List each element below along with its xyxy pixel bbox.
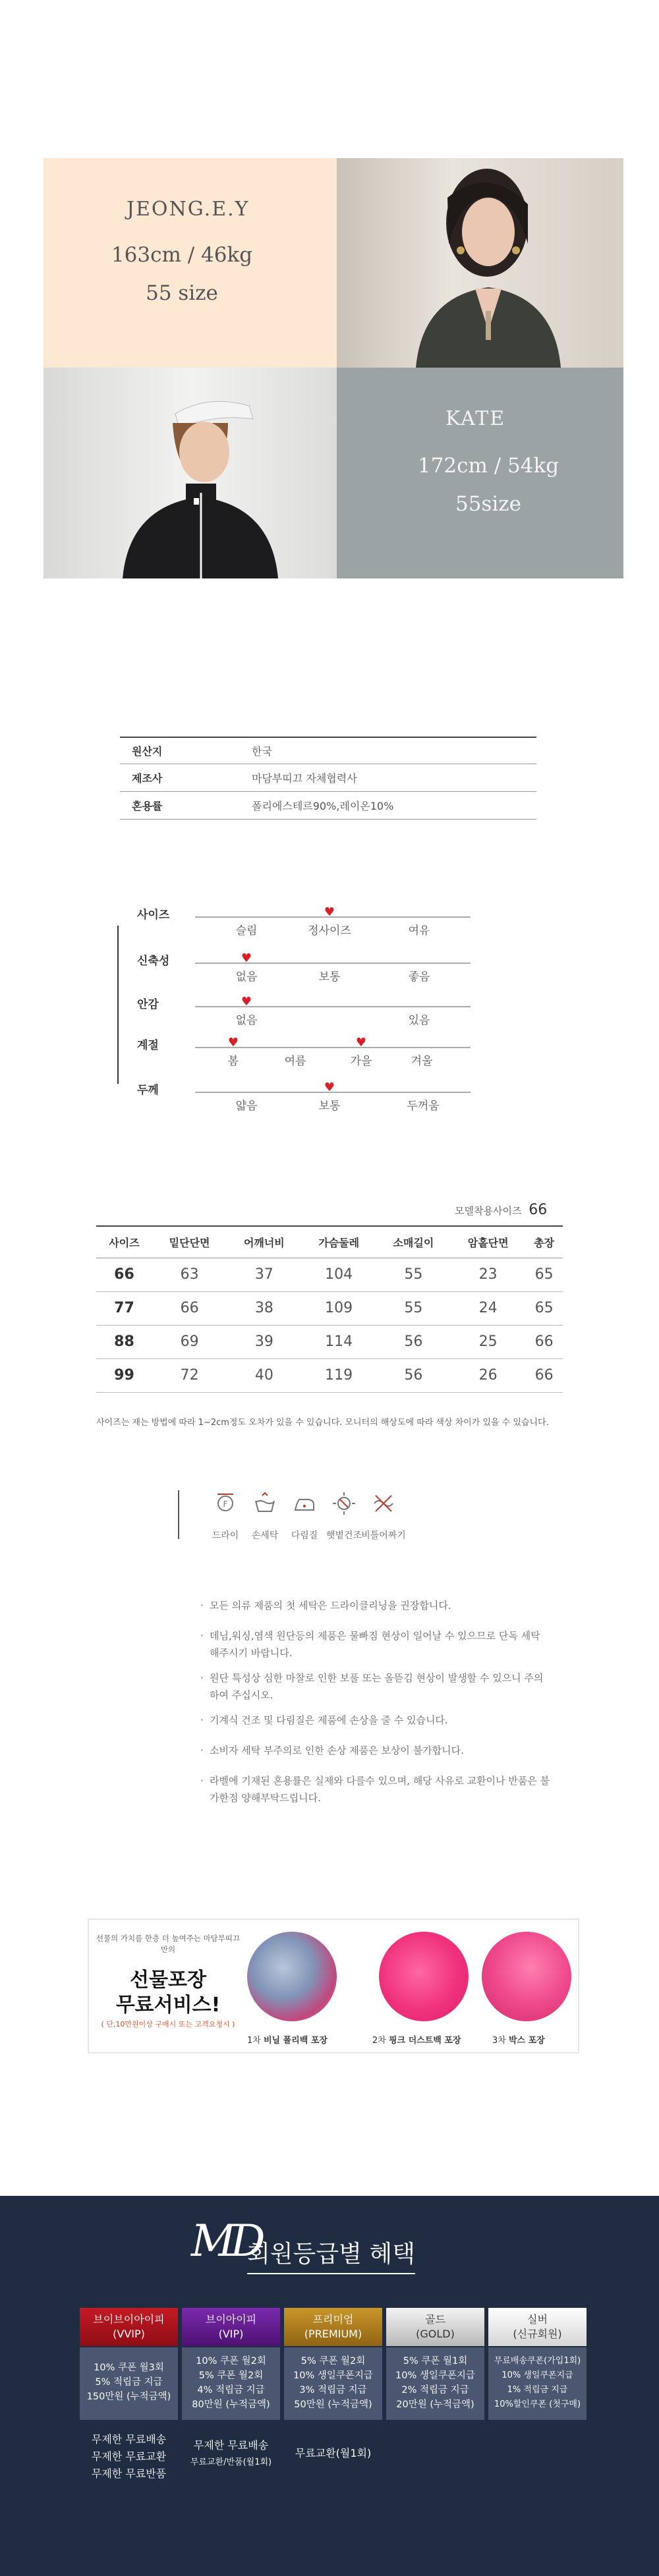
tier-header-silver xyxy=(488,2308,587,2346)
gift-option-label: 박스 포장 xyxy=(508,2036,545,2046)
table-cell: 38 xyxy=(227,1291,301,1325)
heart-marker-icon: ♥ xyxy=(324,1080,335,1094)
tier-name: 프리미엄 xyxy=(312,2313,354,2326)
table-cell: 25 xyxy=(451,1325,525,1358)
care-note: · 소비자 세탁 부주의로 인한 손상 제품은 보상이 불가합니다. xyxy=(200,1745,464,1756)
column-header: 어깨너비 xyxy=(227,1226,301,1258)
tier-code: (VVIP) xyxy=(113,2328,145,2340)
gift-step: 1차 xyxy=(247,2036,261,2046)
table-cell: 77 xyxy=(96,1291,152,1325)
table-cell: 26 xyxy=(451,1358,525,1392)
care-item xyxy=(357,1490,410,1542)
table-cell: 69 xyxy=(152,1325,227,1358)
model-row-jeong xyxy=(43,158,623,368)
model-size-caption xyxy=(455,1202,547,1218)
care-note: · 모든 의류 제품의 첫 세탁은 드라이클리닝을 권장합니다. xyxy=(200,1600,451,1611)
care-note-text: 소비자 세탁 부주의로 인한 손상 제품은 보상이 불가합니다. xyxy=(210,1745,464,1756)
tier-benefit: 10% 생일쿠폰지급 xyxy=(501,2370,573,2380)
tier-name: 실버 xyxy=(527,2313,548,2326)
fabric-option: 봄 xyxy=(227,1055,239,1068)
fabric-option: 없음 xyxy=(235,1014,258,1027)
tier-benefits-silver xyxy=(488,2347,587,2420)
info-label: 제조사 xyxy=(132,772,163,785)
fabric-option: 보통 xyxy=(318,1100,341,1113)
table-cell: 55 xyxy=(376,1291,451,1325)
gift-intro: 선물의 가치를 한층 더 높여주는 마담부띠끄 만의 xyxy=(96,1934,241,1954)
care-label: 다림질 xyxy=(291,1530,318,1541)
tier-benefit: 5% 쿠폰 월2회 xyxy=(198,2370,264,2381)
tier-extra-item: 무제한 무료반품 xyxy=(91,2467,167,2480)
table-cell: 66 xyxy=(525,1358,563,1392)
column-header: 소매길이 xyxy=(376,1226,451,1258)
fabric-label-season: 계절 xyxy=(137,1039,159,1052)
heart-marker-icon: ♥ xyxy=(241,995,252,1009)
tier-benefit: 50만원 (누적금액) xyxy=(294,2399,372,2410)
care-label: 햇볕건조 xyxy=(326,1530,362,1541)
gift-step: 3차 xyxy=(492,2036,506,2046)
tier-name: 골드 xyxy=(425,2313,445,2326)
gift-caption xyxy=(492,2033,545,2046)
product-info-table xyxy=(120,737,536,820)
care-note-text: 라벨에 기재된 혼용률은 실제와 다를수 있으며, 해당 사유로 교환이나 반품은 불가한점 양해부탁드립니다. xyxy=(210,1775,550,1804)
model-stats xyxy=(103,236,261,312)
fabric-scale-line xyxy=(195,963,471,964)
care-label: 드라이 xyxy=(212,1530,239,1541)
gift-title-1: 선물포장 xyxy=(130,1969,206,1992)
heart-marker-icon: ♥ xyxy=(227,1036,239,1050)
model-height-weight: 163cm / 46kg xyxy=(111,243,253,267)
no-wring-icon xyxy=(370,1490,397,1517)
care-note-text: 기계식 건조 및 다림질은 제품에 손상을 줄 수 있습니다. xyxy=(210,1714,448,1726)
tier-benefits-premium xyxy=(284,2347,382,2420)
table-cell: 39 xyxy=(227,1325,301,1358)
info-value: 폴리에스테르90%,레이온10% xyxy=(252,800,394,812)
tier-benefits-vvip xyxy=(80,2347,178,2420)
fabric-option: 두꺼움 xyxy=(407,1100,440,1113)
tier-benefit: 무료배송쿠폰(가입1회) xyxy=(494,2356,581,2366)
column-header: 가슴둘레 xyxy=(301,1226,376,1258)
fabric-label-lining: 안감 xyxy=(137,998,159,1011)
care-label: 손세탁 xyxy=(251,1530,279,1541)
model-size-value: 66 xyxy=(529,1202,548,1218)
tier-benefit: 2% 적립금 지급 xyxy=(401,2385,469,2395)
tier-benefit: 80만원 (누적금액) xyxy=(192,2399,270,2410)
tier-name: 브이브이아이피 xyxy=(93,2313,165,2326)
gift-photo-dustbag xyxy=(379,1932,469,2021)
gift-condition: ( 단,10만원이상 구매시 또는 고객요청시 ) xyxy=(101,2020,235,2029)
model-height-weight: 172cm / 54kg xyxy=(417,454,559,478)
fabric-option: 여유 xyxy=(408,924,430,938)
table-cell: 65 xyxy=(525,1258,563,1291)
column-header: 사이즈 xyxy=(96,1226,152,1258)
table-cell: 99 xyxy=(96,1358,152,1392)
dry-clean-icon xyxy=(212,1490,239,1517)
heart-marker-icon: ♥ xyxy=(324,905,335,919)
fabric-option: 얇음 xyxy=(235,1100,258,1113)
tier-header-gold xyxy=(386,2308,484,2346)
info-label: 혼용률 xyxy=(132,800,163,812)
tier-code: (VIP) xyxy=(218,2328,244,2340)
gift-photo-vinyl xyxy=(247,1932,337,2021)
care-note-text: 데님,워싱,염색 원단등의 제품은 물빠짐 현상이 일어날 수 있으므로 단독 세탁 해주시기 바랍니다. xyxy=(210,1630,540,1659)
care-divider xyxy=(178,1490,179,1539)
care-note: · 라벨에 기재된 혼용률은 실제와 다를수 있으며, 해당 사유로 교환이나 반품은 불가한점 양해부탁드립니다. xyxy=(200,1775,550,1804)
fabric-option: 좋음 xyxy=(408,970,430,984)
tier-benefit: 5% 쿠폰 월1회 xyxy=(403,2356,468,2366)
table-row xyxy=(96,1325,563,1358)
tier-benefit: 5% 적립금 지급 xyxy=(95,2377,163,2388)
info-value: 마담부띠끄 자체협력사 xyxy=(252,772,357,785)
table-row xyxy=(96,1258,563,1291)
fabric-scale-bar xyxy=(117,926,119,1084)
table-cell: 65 xyxy=(525,1291,563,1325)
care-note-text: 모든 의류 제품의 첫 세탁은 드라이클리닝을 권장합니다. xyxy=(210,1600,451,1611)
svg-text:F: F xyxy=(223,1499,228,1509)
table-cell: 88 xyxy=(96,1325,152,1358)
tier-header-vip xyxy=(182,2308,280,2346)
table-cell: 23 xyxy=(451,1258,525,1291)
model-stats xyxy=(413,447,564,523)
sun-dry-icon xyxy=(331,1490,357,1517)
care-label: 비틀어짜기 xyxy=(361,1530,406,1541)
model-photo xyxy=(43,368,337,578)
model-row-kate xyxy=(43,368,623,578)
tier-extra-item: 무료교환(월1회) xyxy=(295,2447,372,2459)
table-cell: 55 xyxy=(376,1258,451,1291)
iron-icon xyxy=(291,1490,318,1517)
column-header: 총장 xyxy=(525,1226,563,1258)
fabric-option: 보통 xyxy=(318,970,341,984)
table-cell: 24 xyxy=(451,1291,525,1325)
tier-extra-vip xyxy=(182,2437,280,2471)
tier-name: 브이아이피 xyxy=(205,2313,257,2326)
table-cell: 40 xyxy=(227,1358,301,1392)
table-cell: 37 xyxy=(227,1258,301,1291)
tier-benefit: 20만원 (누적금액) xyxy=(396,2399,474,2410)
table-cell: 56 xyxy=(376,1358,451,1392)
fabric-option: 있음 xyxy=(408,1014,430,1027)
table-cell: 66 xyxy=(525,1325,563,1358)
tier-benefit: 10% 쿠폰 월3회 xyxy=(94,2363,164,2373)
fabric-option: 가을 xyxy=(350,1055,372,1068)
info-row xyxy=(120,737,536,764)
tier-code: (신규회원) xyxy=(513,2328,562,2340)
fabric-label-thickness: 두께 xyxy=(137,1084,159,1097)
tier-extra-item: 무제한 무료배송 xyxy=(193,2439,269,2451)
gift-photo-box xyxy=(482,1932,571,2021)
tier-benefit: 3% 적립금 지급 xyxy=(299,2385,367,2395)
md-logo: MD xyxy=(191,2216,260,2266)
model-size-label: 모델착용사이즈 xyxy=(455,1205,522,1217)
tier-extra-vvip xyxy=(80,2431,178,2482)
tier-extra-item: 무료교환/반품(월1회) xyxy=(190,2457,272,2467)
size-note: 사이즈는 재는 방법에 따라 1~2cm정도 오차가 있을 수 있습니다. 모니터의 해상도에 따라 색상 차이가 있을 수 있습니다. xyxy=(96,1418,549,1428)
column-header: 밑단단면 xyxy=(152,1226,227,1258)
table-row xyxy=(96,1358,563,1392)
model-name: KATE xyxy=(445,407,506,430)
tier-benefit: 10% 생일쿠폰지급 xyxy=(293,2370,373,2381)
info-label: 원산지 xyxy=(132,745,163,758)
tier-benefits-gold xyxy=(386,2347,484,2420)
tier-benefit: 1% 적립금 지급 xyxy=(507,2385,568,2395)
fabric-scale-line xyxy=(195,1006,471,1007)
tier-extra-premium xyxy=(284,2445,382,2462)
table-cell: 66 xyxy=(152,1291,227,1325)
table-cell: 119 xyxy=(301,1358,376,1392)
gift-option-label: 비닐 폴리백 포장 xyxy=(263,2036,328,2046)
tier-benefit: 150만원 (누적금액) xyxy=(86,2392,171,2402)
gift-option-label: 핑크 더스트백 포장 xyxy=(388,2036,461,2046)
gift-title-2: 무료서비스! xyxy=(115,1994,221,2017)
fabric-label-size: 사이즈 xyxy=(137,909,170,922)
fabric-option: 슬림 xyxy=(235,924,258,938)
model-name: JEONG.E.Y xyxy=(127,198,250,221)
fabric-option: 없음 xyxy=(235,970,258,984)
fabric-option: 겨울 xyxy=(411,1055,433,1068)
fabric-option: 정사이즈 xyxy=(308,924,351,938)
care-note: · 원단 특성상 심한 마찰로 인한 보풀 또는 올뜯김 현상이 발생할 수 있으니 주의하여 주십시오. xyxy=(200,1672,544,1701)
care-note: · 데님,워싱,염색 원단등의 제품은 물빠짐 현상이 일어날 수 있으므로 단독 세탁 해주시기 바랍니다. xyxy=(200,1630,540,1659)
size-table-header xyxy=(96,1226,563,1258)
tier-code: (GOLD) xyxy=(416,2328,455,2340)
table-cell: 104 xyxy=(301,1258,376,1291)
table-cell: 66 xyxy=(96,1258,152,1291)
table-cell: 72 xyxy=(152,1358,227,1392)
table-cell: 109 xyxy=(301,1291,376,1325)
tier-header-premium xyxy=(284,2308,382,2346)
table-cell: 63 xyxy=(152,1258,227,1291)
tier-code: (PREMIUM) xyxy=(304,2328,362,2340)
table-cell: 114 xyxy=(301,1325,376,1358)
model-size: 55size xyxy=(455,492,521,516)
tier-benefit: 10% 생일쿠폰지급 xyxy=(395,2370,475,2381)
tier-benefits-vip xyxy=(182,2347,280,2420)
tier-benefit: 4% 적립금 지급 xyxy=(197,2385,265,2395)
table-row xyxy=(96,1291,563,1325)
heart-marker-icon: ♥ xyxy=(355,1036,367,1050)
heart-marker-icon: ♥ xyxy=(241,951,252,965)
tier-extra-item: 무제한 무료배송 xyxy=(91,2433,167,2446)
hand-wash-icon xyxy=(252,1490,278,1517)
info-row xyxy=(120,792,536,820)
gift-caption xyxy=(247,2033,328,2046)
model-photo xyxy=(337,158,623,368)
fabric-option: 여름 xyxy=(284,1055,306,1068)
tier-extra-item: 무제한 무료교환 xyxy=(91,2450,167,2463)
gift-wrap-banner xyxy=(88,1918,579,2054)
model-size: 55 size xyxy=(146,281,218,305)
tier-benefit: 10% 쿠폰 월2회 xyxy=(196,2356,266,2366)
column-header: 암홀단면 xyxy=(451,1226,525,1258)
membership-section xyxy=(0,2196,659,2576)
tier-benefit: 10%할인쿠폰 (첫구매) xyxy=(494,2399,581,2409)
table-cell: 56 xyxy=(376,1325,451,1358)
fabric-label-stretch: 신축성 xyxy=(137,955,170,968)
info-row xyxy=(120,764,536,792)
care-note-text: 원단 특성상 심한 마찰로 인한 보풀 또는 올뜯김 현상이 발생할 수 있으니 주의하여 주십시오. xyxy=(210,1672,544,1701)
membership-title: 회원등급별 혜택 xyxy=(247,2235,415,2274)
tier-header-vvip xyxy=(80,2308,178,2346)
info-value: 한국 xyxy=(252,745,272,758)
gift-step: 2차 xyxy=(372,2036,386,2046)
care-note: · 기계식 건조 및 다림질은 제품에 손상을 줄 수 있습니다. xyxy=(200,1714,448,1726)
tier-benefit: 5% 쿠폰 월2회 xyxy=(301,2356,366,2366)
size-table xyxy=(96,1225,563,1393)
gift-caption xyxy=(372,2033,461,2046)
